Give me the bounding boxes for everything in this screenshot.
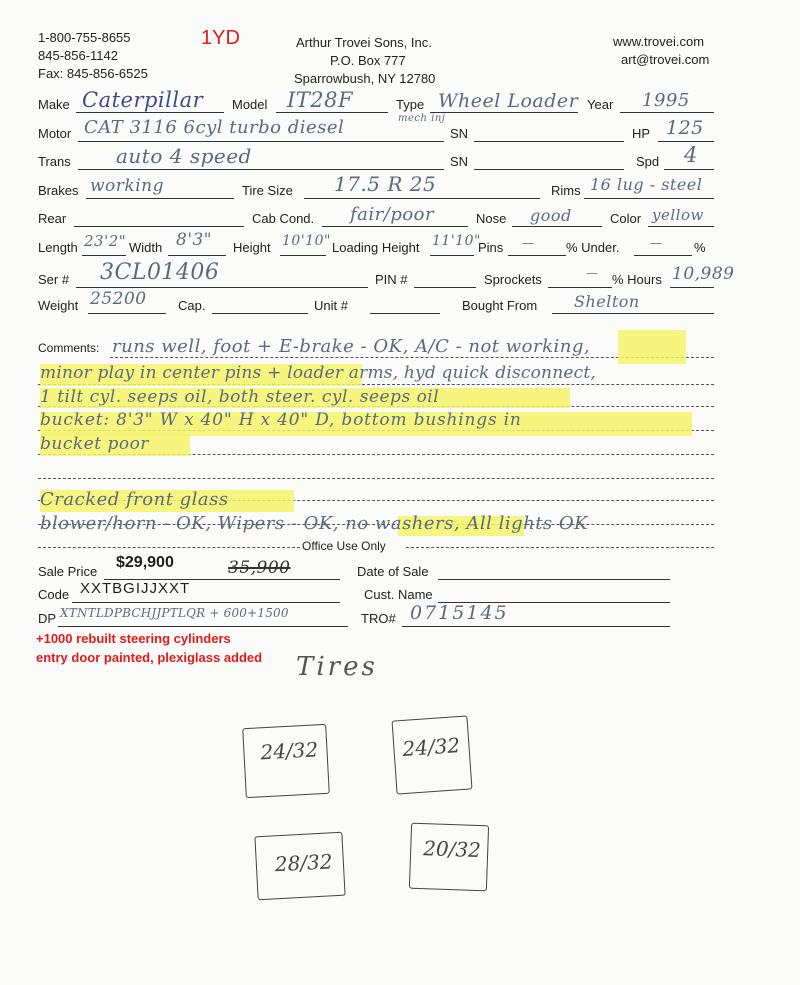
- ser-label: Ser #: [38, 272, 70, 287]
- motor-note: mech inj: [398, 113, 446, 124]
- color-value: yellow: [652, 206, 704, 224]
- brakes-value: working: [90, 176, 164, 196]
- motor-label: Motor: [38, 126, 72, 141]
- nose-label: Nose: [476, 211, 507, 226]
- hp-value: 125: [666, 117, 704, 139]
- loading-height-value: 11'10": [432, 233, 481, 249]
- bought-from-label: Bought From: [462, 298, 538, 313]
- tire-box-rear-left: [254, 832, 345, 901]
- po-box: P.O. Box 777: [330, 53, 406, 68]
- tire-tread-rear-right: 20/32: [422, 836, 482, 863]
- company-name: Arthur Trovei Sons, Inc.: [296, 35, 432, 50]
- hp-label: HP: [632, 126, 651, 141]
- motor-sn-label: SN: [450, 126, 469, 141]
- length-label: Length: [38, 240, 78, 255]
- pin-label: PIN #: [375, 272, 408, 287]
- trans-sn-label: SN: [450, 154, 469, 169]
- comments-label: Comments:: [38, 341, 100, 355]
- pins-label: Pins: [478, 240, 504, 255]
- comment-line-6: Cracked front glass: [40, 489, 229, 510]
- color-label: Color: [610, 211, 642, 226]
- pins-value: —: [522, 236, 535, 250]
- cab-cond-value: fair/poor: [350, 204, 435, 225]
- trans-label: Trans: [38, 154, 71, 169]
- code-value: XXTBGIJJXXT: [80, 580, 191, 597]
- spd-value: 4: [684, 143, 698, 167]
- date-of-sale-label: Date of Sale: [357, 564, 429, 579]
- length-value: 23'2": [84, 232, 127, 250]
- make-value: Caterpillar: [82, 88, 204, 112]
- spd-label: Spd: [636, 154, 660, 169]
- comment-line-1: runs well, foot + E-brake - OK, A/C - not working,: [112, 336, 591, 357]
- tire-box-rear-right: [409, 823, 489, 892]
- rims-label: Rims: [551, 183, 581, 198]
- bought-from-value: Shelton: [574, 292, 640, 311]
- company-city: Sparrowbush, NY 12780: [294, 71, 436, 86]
- year-value: 1995: [642, 90, 690, 111]
- height-label: Height: [233, 240, 271, 255]
- cust-name-label: Cust. Name: [364, 587, 433, 602]
- comment-line-5: bucket poor: [40, 434, 149, 454]
- tire-size-label: Tire Size: [242, 183, 293, 198]
- pct-under-value: —: [650, 236, 663, 250]
- width-value: 8'3": [176, 230, 213, 250]
- weight-label: Weight: [38, 298, 79, 313]
- dp-value: XTNTLDPBCHJJPTLQR + 600+1500: [60, 606, 289, 620]
- website: www.trovei.com: [613, 34, 705, 49]
- cab-cond-label: Cab Cond.: [252, 211, 315, 226]
- comment-line-3: 1 tilt cyl. seeps oil, both steer. cyl. seeps oil: [40, 387, 440, 407]
- phone-tollfree: 1-800-755-8655: [38, 30, 131, 45]
- pct-under-label: % Under.: [566, 240, 620, 255]
- highlight-ac: [618, 330, 686, 364]
- dp-label: DP: [38, 611, 57, 626]
- sprockets-label: Sprockets: [484, 272, 542, 287]
- sale-price-struck: 35,900: [228, 558, 291, 578]
- width-label: Width: [129, 240, 163, 255]
- pct-hours-label: % Hours: [612, 272, 662, 287]
- tire-box-front-left: [242, 724, 330, 798]
- tire-box-front-right: [392, 715, 473, 794]
- yard-code: 1YD: [201, 27, 240, 49]
- sale-price-value: $29,900: [116, 554, 174, 571]
- sale-price-label: Sale Price: [38, 564, 98, 579]
- note-door: entry door painted, plexiglass added: [36, 650, 263, 665]
- tires-title: Tires: [296, 652, 378, 682]
- unit-label: Unit #: [314, 298, 348, 313]
- year-label: Year: [587, 97, 614, 112]
- make-label: Make: [38, 97, 70, 112]
- rear-label: Rear: [38, 211, 67, 226]
- model-label: Model: [232, 97, 268, 112]
- model-value: IT28F: [287, 88, 354, 112]
- tro-value: 0715145: [410, 602, 509, 624]
- type-label: Type: [396, 97, 425, 112]
- sprockets-value: —: [586, 266, 599, 280]
- trans-value: auto 4 speed: [116, 144, 252, 168]
- tire-size-value: 17.5 R 25: [334, 172, 437, 196]
- motor-value: CAT 3116 6cyl turbo diesel: [84, 117, 345, 138]
- fax-number: Fax: 845-856-6525: [38, 66, 148, 81]
- phone-local: 845-856-1142: [38, 48, 118, 63]
- cap-label: Cap.: [178, 298, 206, 313]
- tro-label: TRO#: [361, 611, 396, 626]
- nose-value: good: [530, 206, 572, 225]
- brakes-label: Brakes: [38, 183, 79, 198]
- loading-height-label: Loading Height: [332, 240, 420, 255]
- comment-line-4: bucket: 8'3" W x 40" H x 40" D, bottom bushings in: [40, 410, 522, 430]
- rims-value: 16 lug - steel: [590, 175, 703, 194]
- hours-value: 10,989: [672, 264, 735, 284]
- office-use-label: Office Use Only: [302, 539, 386, 553]
- tire-tread-front-right: 24/32: [401, 733, 461, 762]
- weight-value: 25200: [90, 289, 147, 309]
- comment-line-7: blower/horn - OK, Wipers - OK, no washers, All lights OK: [40, 513, 589, 534]
- comment-line-2: minor play in center pins + loader arms, hyd quick disconnect,: [40, 363, 596, 383]
- pct-label: %: [694, 240, 706, 255]
- tire-tread-rear-left: 28/32: [274, 849, 334, 877]
- email: art@trovei.com: [621, 52, 710, 67]
- height-value: 10'10": [282, 233, 331, 249]
- ser-value: 3CL01406: [100, 260, 220, 285]
- code-label: Code: [38, 587, 70, 602]
- tire-tread-front-left: 24/32: [259, 737, 319, 765]
- type-value: Wheel Loader: [438, 90, 579, 112]
- note-steering: +1000 rebuilt steering cylinders: [36, 631, 231, 646]
